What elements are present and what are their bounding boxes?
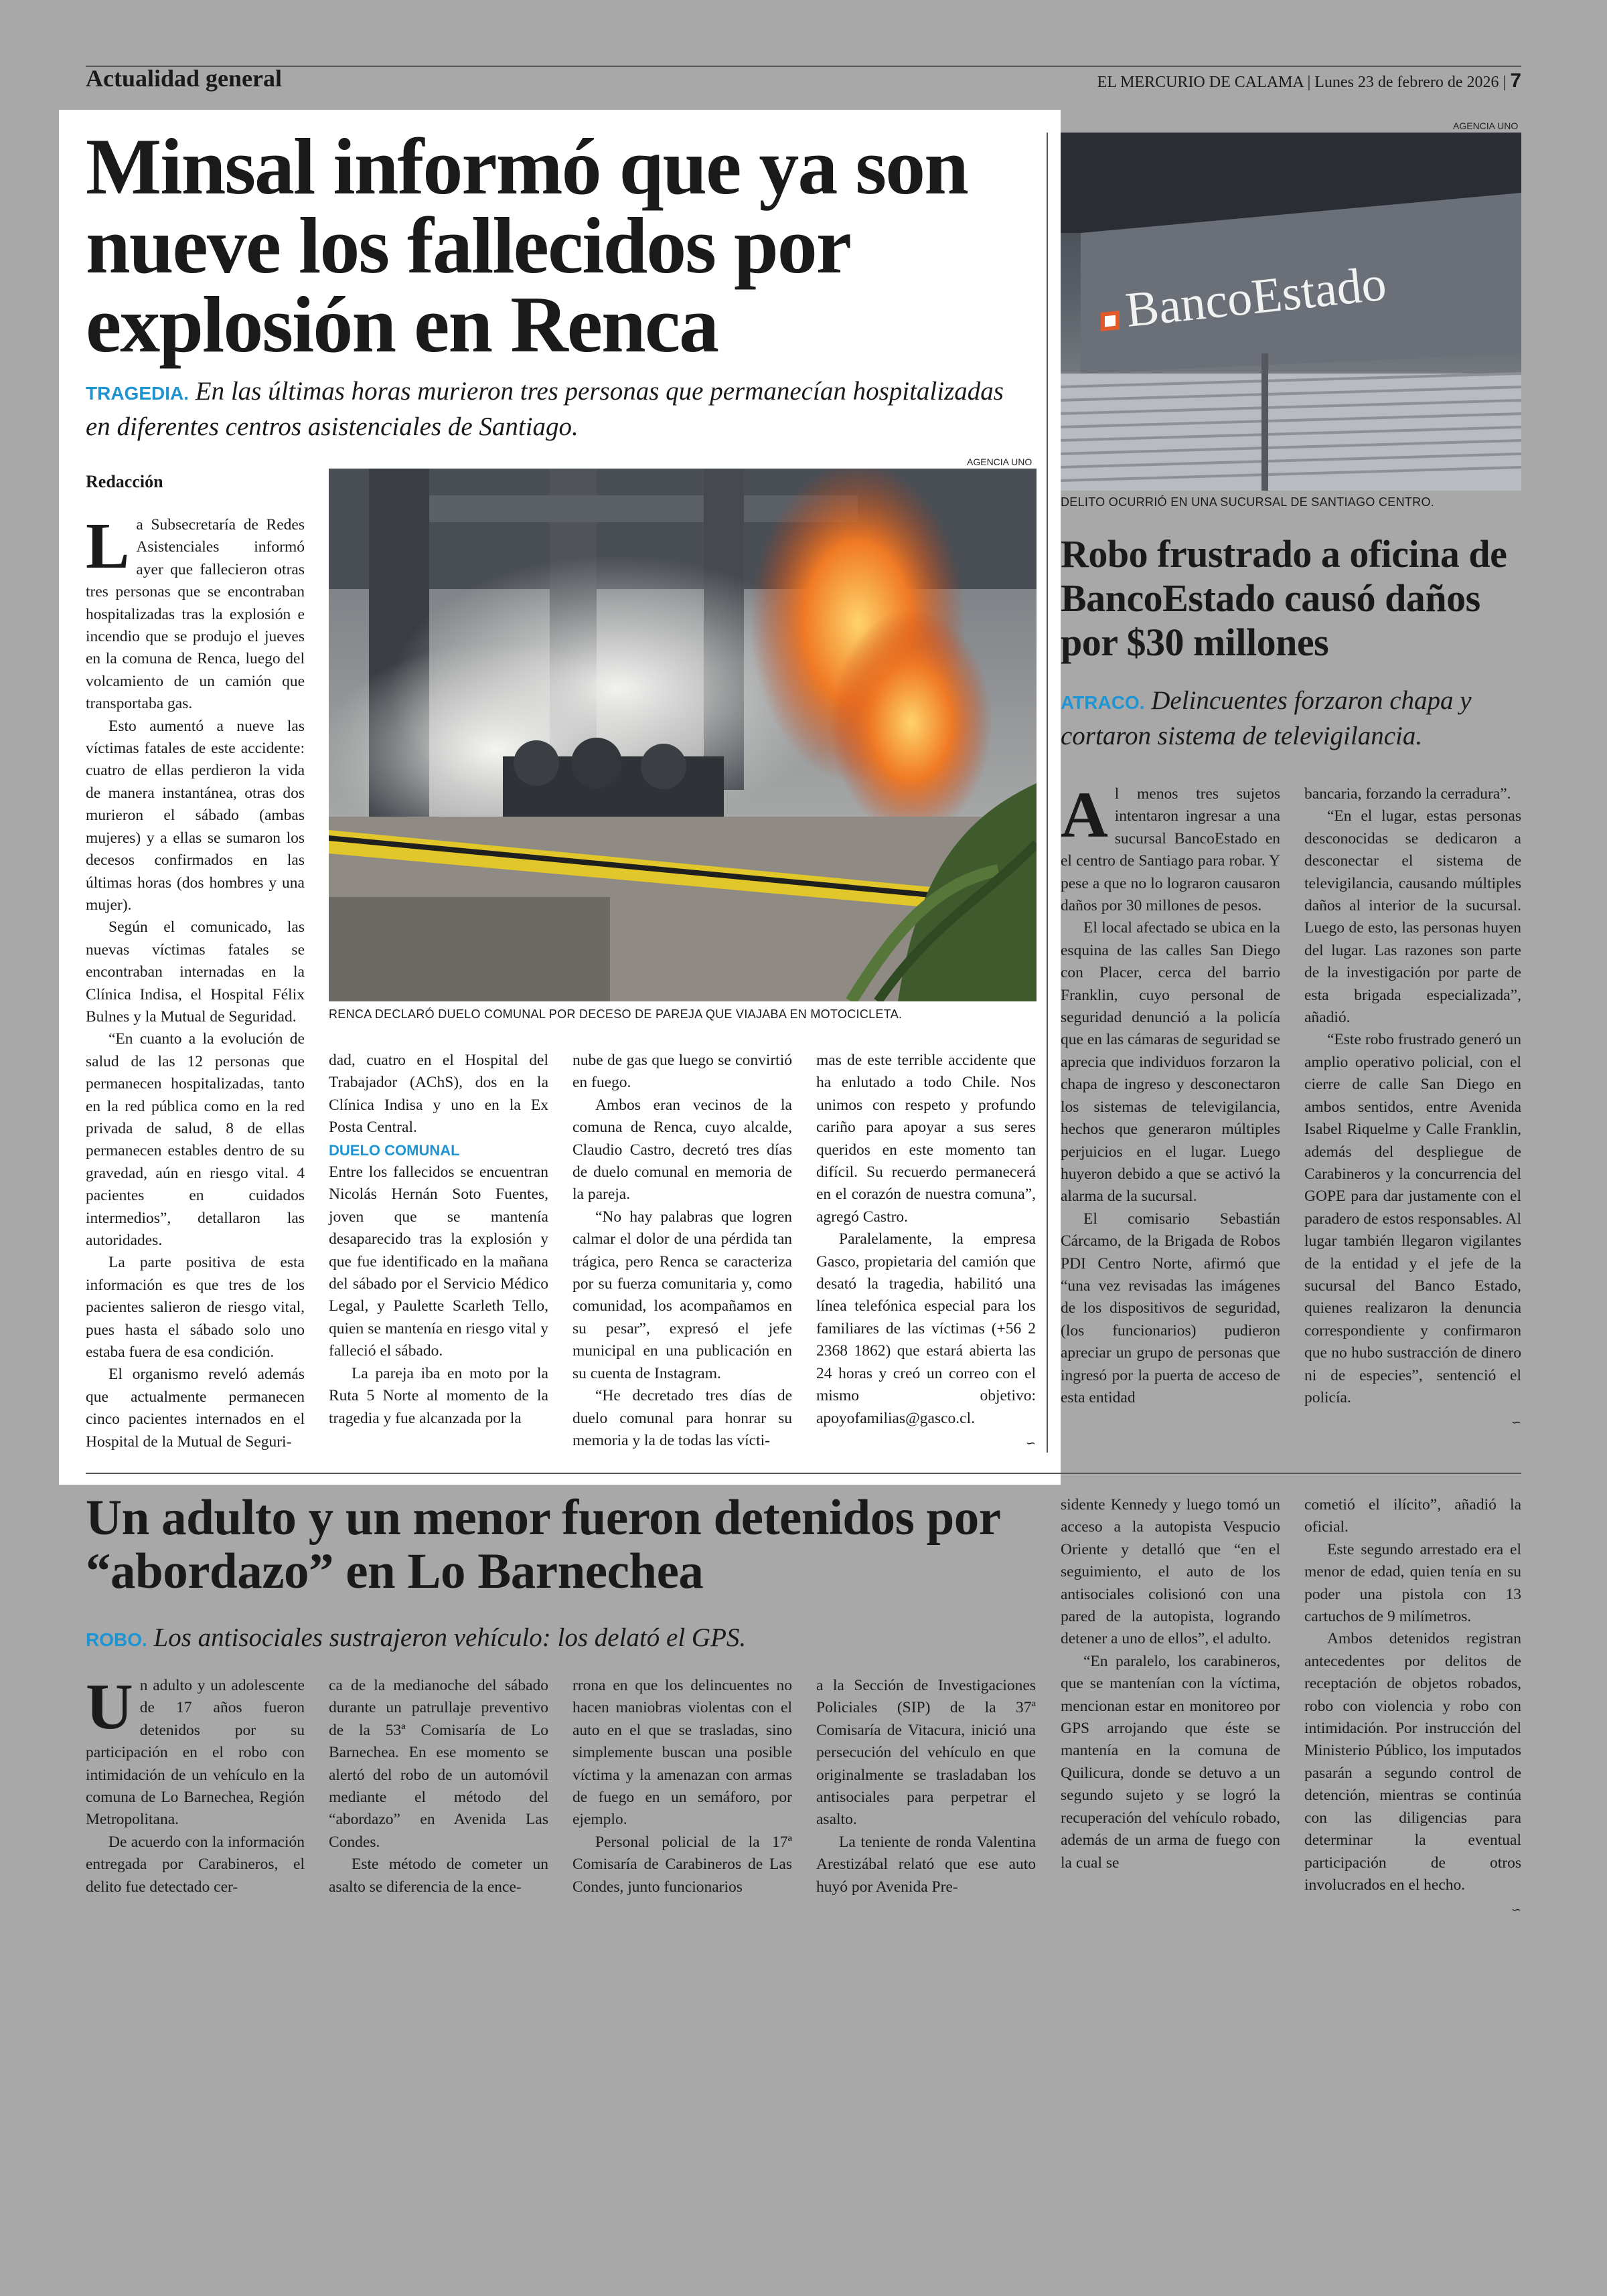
article1-col4-continuation: mas de este terrible accidente que ha enlutado a todo Chile. Nos unimos con respeto y profundo cariño para apoyar a sus seres queridos en este momento tan difícil. Su recuerdo permanecerá en el corazón de nuestra comuna”, agregó Castro. (816, 1052, 1036, 1226)
article2-col2-paragraph-1: “En el lugar, estas personas desconocidas se dedicaron a desconectar el sistema de televigilancia, causando múltiples daños al interior de la sucursal. Luego de esto, las personas huyen del lugar. Las razones son parte de la investigación por parte de esta brigada especializada”, añadió. (1304, 807, 1521, 1027)
article2-paragraph-1 (1061, 779, 1280, 917)
header-separator-2: | (1503, 74, 1511, 91)
header-rule (86, 66, 1521, 67)
bank-facade-image (1061, 133, 1521, 491)
article3-column-4 (816, 1675, 1036, 1898)
section-divider (86, 1473, 1521, 1474)
article3-col4-paragraph-1: La teniente de ronda Valentina Arestizábal relató que ese auto huyó por Avenida Pre- (816, 1833, 1036, 1896)
article2-paragraph-2: El local afectado se ubica en la esquina de las calles San Diego con Placer, cerca del barrio Franklin, cuyo personal de seguridad denunció a la policía que en las cámaras de seguridad se aprecia que individuos forzaron la chapa de ingreso y desconectaron los sistemas de televigilancia, hechos que generaron múltiples perjuicios en el lugar. Luego huyeron debido a que se activó la alarma de la sucursal. (1061, 919, 1280, 1206)
article3-kicker: ROBO. (86, 1629, 147, 1650)
article1-paragraph-6: El organismo reveló además que actualmente permanecen cinco pacientes internados en el Hospital de la Mutual de Seguri- (86, 1366, 305, 1451)
article3-col3-paragraph-1: Personal policial de la 17ª Comisaría de Carabineros de Las Condes, junto funcionarios (572, 1833, 792, 1896)
article3-col5-paragraph-1: “En paralelo, los carabineros, que se mantenían con la víctima, mencionan estar en monitoreo por GPS arrojando que éste se mantenía en la comuna de Quilicura, donde se detuvo a un segundo sujeto y se logró la recuperación del vehículo robado, además de un arma de fuego con la cual se (1061, 1652, 1280, 1872)
article3-column-2 (329, 1675, 548, 1898)
article1-col3-paragraph-3: “He decretado tres días de duelo comunal para honrar su memoria y la de todas las vícti- (572, 1387, 792, 1449)
article3-col6-paragraph-2: Ambos detenidos registran antecedentes por delitos de receptación de objetos robados, robo con violencia y robo con intimidación. Por instrucción del Ministerio Público, los imputados pasarán a segundo control de detención, mientras se continúa con las diligencias para determinar la eventual participación de otros involucrados en el hecho. (1304, 1630, 1521, 1894)
article3-deck (86, 1621, 1050, 1657)
article2-photo-caption: DELITO OCURRIÓ EN UNA SUCURSAL DE SANTIAGO CENTRO. (1061, 495, 1435, 509)
article2-col2-paragraph-2: “Este robo frustrado generó un amplio operativo policial, con el cierre de calle San Diego en ambos sentidos, entre Avenida Isabel Riquelme y Calle Franklin, además del despliegue de Carabineros y la concurrencia del GOPE para dar justamente con el paradero de estos responsables. Al lugar también llegaron vigilantes de la entidad y el jefe de la sucursal del Banco Estado, quienes realizaron la denuncia correspondiente y confirmaron que no hubo sustracción de dinero ni de especies”, sentenció el policía. (1304, 1031, 1521, 1406)
header-info (1097, 70, 1521, 92)
article2-drop-cap: A (1061, 779, 1108, 851)
header-separator-1: | (1307, 74, 1315, 91)
article3-col4-continuation: a la Sección de Investigaciones Policiales (SIP) de la 37ª Comisaría de Vitacura, inició una persecución del vehículo en que originalmente se trasladaban los antisociales para perpetrar el asalto. (816, 1677, 1036, 1829)
article2-kicker: ATRACO. (1061, 692, 1145, 713)
article2-paragraph-1-text: l menos tres sujetos intentaron ingresar a una sucursal BancoEstado en el centro de Santiago para robar. Y pese a que no lo lograron causaron daños por 30 millones de pesos. (1061, 785, 1280, 915)
article3-col6-continuation: cometió el ilícito”, añadió la oficial. (1304, 1496, 1521, 1536)
article1-col2-continuation: dad, cuatro en el Hospital del Trabajador (AChS), dos en la Clínica Indisa y uno en la Ex Posta Central. (329, 1052, 548, 1137)
bank-sign-text: BancoEstado (1123, 256, 1389, 338)
article1-photo-caption: RENCA DECLARÓ DUELO COMUNAL POR DECESO DE PAREJA QUE VIAJABA EN MOTOCICLETA. (329, 1007, 903, 1021)
explosion-scene-image (329, 469, 1037, 1001)
article1-col3-paragraph-1: Ambos eran vecinos de la comuna de Renca, cuyo alcalde, Claudio Castro, decretó tres días de duelo comunal en memoria de la pareja. (572, 1096, 792, 1204)
article2-column-1 (1061, 779, 1280, 1409)
article2-column-2 (1304, 783, 1521, 1434)
article1-byline: Redacción (86, 472, 163, 491)
page-number: 7 (1510, 70, 1521, 92)
article3-col3-continuation: rrona en que los delincuentes no hacen maniobras violentas con el auto en el que se trasladas, sino simplemente buscan una posible víctima y la amenazan con armas de fuego en un semáforo, por ejemplo. (572, 1677, 792, 1829)
end-mark-icon: ∽ (1025, 1436, 1036, 1451)
paper-name: EL MERCURIO DE CALAMA (1097, 74, 1304, 91)
article1-col3-paragraph-2: “No hay palabras que logren calmar el dolor de una pérdida tan trágica, pero Renca se caracteriza por su fuerza comunitaria y, como comunidad, los acompañamos en su pesar”, expresó el jefe municipal en una publicación en su cuenta de Instagram. (572, 1208, 792, 1382)
article1-paragraph-1-text: a Subsecretaría de Redes Asistenciales informó ayer que fallecieron otras tres personas que se encontraban hospitalizadas tras la explosión e incendio que se produjo el jueves en la comuna de Renca, luego del volcamiento de un camión que transportaba gas. (86, 516, 305, 713)
article2-photo-credit: AGENCIA UNO (1453, 120, 1519, 131)
article1-col2-paragraph-1: Entre los fallecidos se encuentran Nicolás Hernán Soto Fuentes, joven que se mantenía desaparecido tras la explosión y que fue identificado en la mañana del sábado por el Servicio Médico Legal, y Paulette Scarleth Tello, quien se mantenía en riesgo vital y falleció el sábado. (329, 1163, 548, 1360)
article3-deck-text: Los antisociales sustrajeron vehículo: los delató el GPS. (153, 1623, 747, 1652)
article1-photo-credit: AGENCIA UNO (967, 457, 1032, 467)
article1-paragraph-5: La parte positiva de esta información es que tres de los pacientes salieron de riesgo vital, pues hasta el sábado solo uno estaba fuera de esa condición. (86, 1254, 305, 1362)
article3-column-3 (572, 1675, 792, 1898)
article1-paragraph-3: Según el comunicado, las nuevas víctimas fatales se encontraban internadas en la Clínica Indisa, el Hospital Félix Bulnes y la Mutual de Seguridad. (86, 918, 305, 1026)
article1-kicker: TRAGEDIA. (86, 383, 189, 404)
article2-deck-text: Delincuentes forzaron chapa y cortaron sistema de televigilancia. (1061, 686, 1472, 750)
article3-column-6 (1304, 1494, 1521, 1922)
end-mark-icon: ∽ (1511, 1416, 1521, 1430)
column-rule (1047, 133, 1048, 1453)
end-mark-icon: ∽ (1511, 1903, 1521, 1918)
article1-paragraph-1 (86, 510, 305, 716)
article2-col2-continuation: bancaria, forzando la cerradura”. (1304, 785, 1511, 803)
article1-subhead: DUELO COMUNAL (329, 1141, 460, 1159)
article1-paragraph-4: “En cuanto a la evolución de salud de las 12 personas que permanecen hospitalizadas, tanto en la red pública como en la red privada de salud, 8 de ellas permanecen estables dentro de su gravedad, aún en riesgo vital. 4 pacientes en cuidados intermedios”, detallaron las autoridades. (86, 1030, 305, 1249)
article1-deck (86, 375, 1010, 444)
issue-date: Lunes 23 de febrero de 2026 (1314, 74, 1499, 91)
article1-deck-text: En las últimas horas murieron tres personas que permanecían hospitalizadas en diferentes centros asistenciales de Santiago. (86, 377, 1004, 441)
article1-col3-continuation: nube de gas que luego se convirtió en fuego. (572, 1052, 792, 1092)
article1-column-4 (816, 1050, 1036, 1455)
article1-drop-cap: L (86, 510, 130, 582)
article1-column-2 (329, 1050, 548, 1430)
article3-paragraph-2: De acuerdo con la información entregada por Carabineros, el delito fue detectado cer- (86, 1833, 305, 1896)
article3-paragraph-1-text: n adulto y un adolescente de 17 años fueron detenidos por su participación en el robo con intimidación de un vehículo en la comuna de Lo Barnechea, Región Metropolitana. (86, 1677, 305, 1829)
article3-col2-continuation: ca de la medianoche del sábado durante un patrullaje preventivo de la 53ª Comisaría de Lo Barnechea. En ese momento se alertó del robo de un automóvil mediante el método del “abordazo” en Avenida Las Condes. (329, 1677, 548, 1851)
article3-paragraph-1 (86, 1671, 305, 1831)
article2-photo (1061, 133, 1521, 491)
article1-photo (329, 469, 1037, 1001)
article1-col2-paragraph-2: La pareja iba en moto por la Ruta 5 Norte al momento de la tragedia y fue alcanzada por la (329, 1364, 548, 1427)
article3-col6-paragraph-1: Este segundo arrestado era el menor de edad, quien tenía en su poder una pistola con 13 cartuchos de 9 milímetros. (1304, 1540, 1521, 1626)
article1-headline: Minsal informó que ya son nueve los fallecidos por explosión en Renca (86, 122, 968, 369)
section-label: Actualidad general (86, 65, 282, 92)
article1-column-1 (86, 510, 305, 1453)
article3-column-1 (86, 1671, 305, 1898)
article3-col2-paragraph-1: Este método de cometer un asalto se diferencia de la ence- (329, 1856, 548, 1896)
article3-col5-continuation: sidente Kennedy y luego tomó un acceso a la autopista Vespucio Oriente y detalló que “en el seguimiento, el auto de los antisociales colisionó con una pared de la autopista, logrando detener a uno de ellos”, el adulto. (1061, 1496, 1280, 1648)
article1-paragraph-2: Esto aumentó a nueve las víctimas fatales de este accidente: cuatro de ellas perdieron la vida de manera instantánea, otras dos murieron el sábado (ambas mujeres) y a ellas se sumaron los decesos confirmados en las últimas horas (dos hombres y una mujer). (86, 717, 305, 914)
article1-col4-paragraph-1: Paralelamente, la empresa Gasco, propietaria del camión que desató la tragedia, habilitó una línea telefónica especial para los familiares de las víctimas (+56 2 2368 1862) que estará abierta las 24 horas y creó un correo con el mismo objetivo: apoyofamilias@gasco.cl. (816, 1230, 1036, 1427)
article2-paragraph-3: El comisario Sebastián Cárcamo, de la Brigada de Robos PDI Centro Norte, afirmó que “una vez revisadas las imágenes de los dispositivos de seguridad, (los funcionarios) pudieron apreciar un grupo de personas que ingresó por la puerta de acceso de esta entidad (1061, 1210, 1280, 1406)
article3-column-5 (1061, 1494, 1280, 1874)
article3-headline: Un adulto y un menor fueron detenidos por “abordazo” en Lo Barnechea (86, 1490, 1000, 1599)
article2-headline: Robo frustrado a oficina de BancoEstado causó daños por $30 millones (1061, 532, 1507, 664)
article3-drop-cap: U (86, 1671, 133, 1743)
article1-column-3 (572, 1050, 792, 1452)
article2-deck (1061, 684, 1543, 753)
